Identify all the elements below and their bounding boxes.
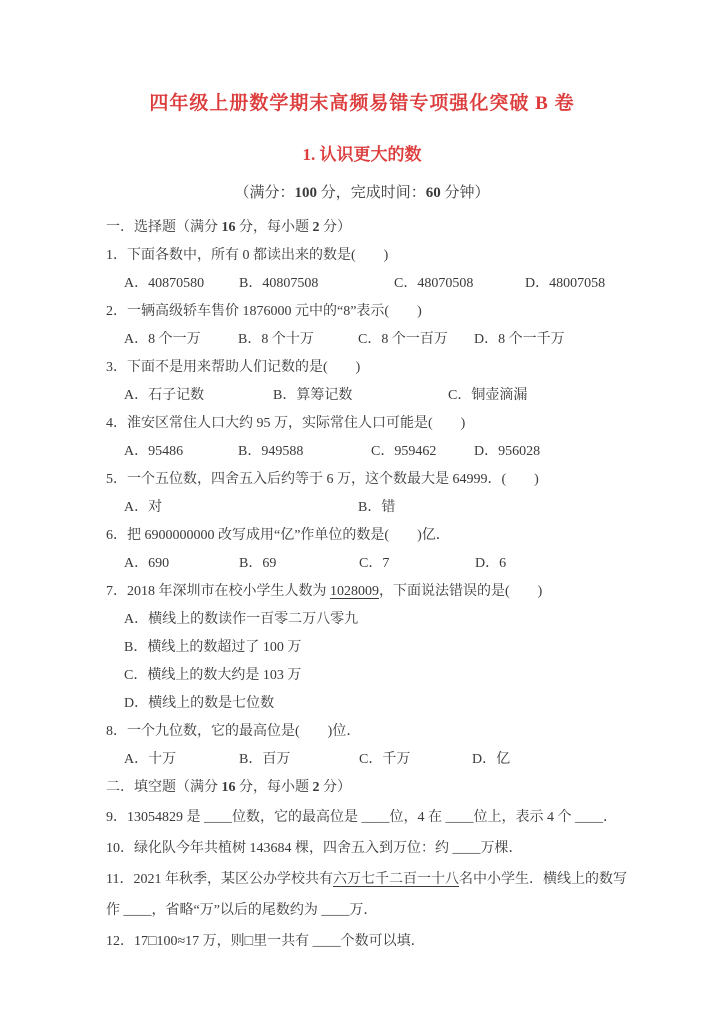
- heading-score: 16: [221, 220, 236, 235]
- meta-text: 分钟）: [440, 185, 490, 201]
- stem-text: 7．2018 年深圳市在校小学生人数为: [106, 584, 330, 599]
- q7-option-b: [106, 634, 724, 662]
- q4-stem: 4．淮安区常住人口大约 95 万，实际常住人口可能是( ): [106, 416, 466, 431]
- q1-options: [106, 270, 724, 298]
- option-b: B．949588: [238, 444, 304, 459]
- heading-per-score: 2: [312, 780, 320, 795]
- option-a: A．石子记数: [124, 388, 205, 403]
- q2-stem: 2．一辆高级轿车售价 1876000 元中的“8”表示( ): [106, 304, 422, 319]
- option-d: D．8 个一千万: [474, 332, 565, 347]
- heading-text: 一．选择题（满分: [106, 220, 222, 235]
- option-c: C．959462: [371, 444, 437, 459]
- option-c: C．8 个一百万: [358, 332, 448, 347]
- heading-text: 二．填空题（满分: [106, 780, 222, 795]
- stem-text: ，下面说法错误的是( ): [379, 584, 543, 599]
- option-c: C．横线上的数大约是 103 万: [124, 668, 302, 683]
- option-a: A．对: [124, 500, 163, 515]
- q3-stem: 3．下面不是用来帮助人们记数的是( ): [106, 360, 361, 375]
- q5-stem: 5．一个五位数，四舍五入后约等于 6 万，这个数最大是 64999．( ): [106, 472, 539, 487]
- q9-stem: 9．13054829 是 ____位数，它的最高位是 ____位，4 在 ____位上，表示 4 个 ____．: [106, 810, 617, 825]
- stem-text: 11．2021 年秋季，某区公办学校共有: [106, 872, 333, 887]
- q6-options: [106, 550, 724, 578]
- q11-stem-line1: [106, 864, 724, 895]
- q1-stem: 1．下面各数中，所有 0 都读出来的数是( ): [106, 248, 389, 263]
- section2-heading: [106, 774, 724, 802]
- option-c: C．铜壶滴漏: [448, 388, 528, 403]
- stem-text: 名中小学生．横线上的数写: [458, 872, 627, 887]
- heading-text: 分）: [319, 780, 351, 795]
- q12-stem: 12．17□100≈17 万，则□里一共有 ____个数可以填．: [106, 934, 425, 949]
- heading-per-score: 2: [312, 220, 320, 235]
- q5-options: [106, 494, 724, 522]
- option-d: D．956028: [474, 444, 541, 459]
- option-d: D．亿: [472, 752, 511, 767]
- heading-score: 16: [221, 780, 236, 795]
- meta-total-score: 100: [294, 185, 317, 201]
- underlined-number: 1028009: [330, 584, 379, 599]
- option-d: D．48007058: [525, 276, 606, 291]
- option-c: C．48070508: [394, 276, 474, 291]
- section1-heading: [106, 214, 724, 242]
- option-a: A．横线上的数读作一百零二万八零九: [124, 612, 359, 627]
- q6-stem: 6．把 6900000000 改写成用“亿”作单位的数是( )亿．: [106, 528, 450, 543]
- underlined-number-words: 六万七千二百一十八: [332, 872, 459, 887]
- heading-text: 分，每小题: [235, 220, 313, 235]
- meta-text: 分，完成时间：: [316, 185, 426, 201]
- page-title: 四年级上册数学期末高频易错专项强化突破 B 卷: [149, 93, 575, 114]
- option-c: C．千万: [359, 752, 411, 767]
- heading-text: 分）: [319, 220, 351, 235]
- q7-stem: [106, 578, 724, 606]
- option-b: B．百万: [239, 752, 291, 767]
- q7-option-a: [106, 606, 724, 634]
- exam-meta: [0, 181, 724, 202]
- q11-stem-line2: 作 ____，省略“万”以后的尾数约为 ____万．: [106, 903, 378, 918]
- option-d: D．6: [475, 556, 507, 571]
- q3-options: [106, 382, 724, 410]
- option-b: B．横线上的数超过了 100 万: [124, 640, 302, 655]
- option-b: B．8 个十万: [238, 332, 314, 347]
- q8-stem: 8．一个九位数，它的最高位是( )位．: [106, 724, 361, 739]
- option-a: A．8 个一万: [124, 332, 201, 347]
- option-d: D．横线上的数是七位数: [124, 696, 275, 711]
- option-b: B．69: [239, 556, 277, 571]
- q7-option-c: [106, 662, 724, 690]
- option-a: A．95486: [124, 444, 184, 459]
- option-b: B．算筹记数: [273, 388, 353, 403]
- heading-text: 分，每小题: [235, 780, 313, 795]
- meta-time-limit: 60: [425, 185, 441, 201]
- exam-body: [106, 214, 724, 957]
- option-a: A．十万: [124, 752, 177, 767]
- option-b: B．40807508: [239, 276, 319, 291]
- meta-text: （满分：: [234, 185, 295, 201]
- q4-options: [106, 438, 724, 466]
- page-subtitle: 1. 认识更大的数: [302, 145, 422, 164]
- q7-option-d: [106, 690, 724, 718]
- q8-options: [106, 746, 724, 774]
- option-b: B．错: [358, 500, 396, 515]
- option-c: C．7: [359, 556, 390, 571]
- q10-stem: 10．绿化队今年共植树 143684 棵，四舍五入到万位：约 ____万棵．: [106, 841, 523, 856]
- option-a: A．690: [124, 556, 170, 571]
- q2-options: [106, 326, 724, 354]
- option-a: A．40870580: [124, 276, 205, 291]
